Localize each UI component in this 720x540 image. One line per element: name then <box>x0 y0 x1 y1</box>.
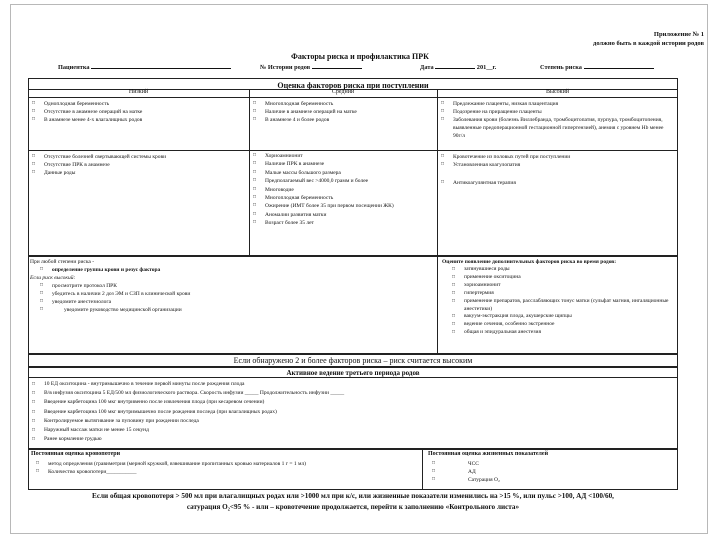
vitals-item[interactable]: □ Сатурация O₂ <box>432 476 672 484</box>
mid-b-item[interactable]: □ Аномалии развития матки <box>253 211 435 219</box>
high-risk-action[interactable]: □ уведомите анестезиолога <box>40 298 435 306</box>
third-stage-item[interactable]: □ Контролируемое вытягивание за пуповину при рождении последа <box>32 417 672 426</box>
high-a-item[interactable]: □ Подозрение на приращение плаценты <box>441 108 674 116</box>
row-divider <box>28 150 678 151</box>
mid-b-item[interactable]: □ Возраст более 35 лет <box>253 219 435 227</box>
history-label: № Истории родов <box>260 64 311 71</box>
mid-b-item[interactable]: □ Наличие ПРК в анамнезе <box>253 160 435 168</box>
history-input-line[interactable] <box>312 62 362 69</box>
risk-input-line[interactable] <box>584 62 654 69</box>
bottom-instruction <box>28 491 678 513</box>
mid-b-item[interactable]: □ Ожирение (ИМТ более 35 при первом посещении ЖК) <box>253 202 435 210</box>
intrapartum-item[interactable]: □ затянувшиеся роды <box>452 266 676 274</box>
mid-b-item[interactable]: □ Предполагаемый вес >4000,0 грамм и более <box>253 177 435 185</box>
bottom-line-2: сатурация O₂<95 % - или – кровотечение продолжается, перейти к заполнению «Контрольного листа» <box>186 503 520 511</box>
low-a-item[interactable]: □ Отсутствие в анамнезе операций на матке <box>32 108 246 116</box>
mid-a-item[interactable]: □ Наличие в анамнезе операций на матке <box>253 108 435 116</box>
blood-loss-list <box>36 460 420 476</box>
patient-field <box>58 62 231 71</box>
appendix-line-2: должно быть в каждой истории родов <box>593 40 704 47</box>
high-b-item[interactable]: □ Установленная коагулопатия <box>441 161 674 169</box>
any-risk-list <box>40 266 435 274</box>
high-risk-action[interactable]: □ просмотрите протокол ПРК <box>40 282 435 290</box>
low-risk-list-b <box>32 153 246 177</box>
blood-group-item[interactable]: □ определение группы крови и резус фактора <box>40 266 435 274</box>
high-risk-action[interactable]: □ уведомите руководство медицинской организации <box>40 306 435 314</box>
date-input-line[interactable] <box>435 62 475 69</box>
low-risk-list-a <box>32 100 246 124</box>
actions-divider <box>437 256 438 354</box>
high-risk-action[interactable]: □ убедитесь в наличии 2 доз ЭМ и СЗП в клинической крови <box>40 290 435 298</box>
high-risk-list-b <box>441 153 674 187</box>
any-risk-heading: При любой степени риска - <box>30 259 95 265</box>
high-risk-label: Если риск высокий: <box>30 275 76 281</box>
mid-b-item[interactable]: □ Хориоамнионит <box>253 152 435 160</box>
third-stage-list <box>32 380 672 444</box>
patient-input-line[interactable] <box>91 62 231 69</box>
high-b-item[interactable]: □ Кровотечение из половых путей при поступлении <box>441 153 674 161</box>
monitoring-divider <box>422 449 423 490</box>
page-title: Факторы риска и профилактика ПРК <box>291 52 429 61</box>
mid-risk-list-b <box>253 152 435 228</box>
high-a-item[interactable]: □ Заболевания крови (болезнь Виллебранда, тромбоцитопатия, пурпура, тромбоцитопения, выявленные предоперационной гестационной гипертензией), анемия с уровнем Hb менее 90г/л <box>441 116 674 140</box>
left-actions <box>30 258 434 266</box>
intrapartum-item[interactable]: □ применение окситоцина <box>452 274 676 282</box>
high-a-item[interactable]: □ Предлежание плаценты, низкая плацентация <box>441 100 674 108</box>
low-b-item[interactable]: □ Отсутствие ПРК в анамнезе <box>32 161 246 169</box>
low-b-item[interactable]: □ Отсутствие болезней свертывающей системы крови <box>32 153 246 161</box>
low-risk-header: Низкий <box>128 89 149 95</box>
third-stage-item[interactable]: □ 10 ЕД окситоцина - внутримышечно в течение первой минуты после рождения плода <box>32 380 672 389</box>
intrapartum-item[interactable]: □ применение препаратов, расслабляющих тонус матки (сульфат магния, ингаляционные анестетики) <box>452 298 676 314</box>
low-a-item[interactable]: □ Одноплодная беременность <box>32 100 246 108</box>
intrapartum-heading-wrap <box>442 258 676 266</box>
intrapartum-heading: Оцените появление дополнительных факторов риска во время родов: <box>442 259 617 265</box>
warning-text: Если обнаружено 2 и более факторов риска – риск считается высоким <box>233 356 473 365</box>
risk-field <box>540 62 654 71</box>
mid-b-item[interactable]: □ Многоплодная беременность <box>253 194 435 202</box>
mid-risk-header: Средний <box>331 89 355 95</box>
blood-loss-item[interactable]: □ Количество кровопотери___________ <box>36 468 420 476</box>
colhdr-divider <box>28 97 678 98</box>
high-risk-actions <box>40 282 435 314</box>
third-stage-item[interactable]: □ Ранее кормление грудью <box>32 435 672 444</box>
blood-loss-title: Постоянная оценка кровопотери <box>31 451 121 457</box>
third-stage-header: Активное ведение третьего периода родов <box>286 369 420 377</box>
mid-risk-list-a <box>253 100 435 124</box>
high-b-item[interactable]: □ Антикоагулянтная терапия <box>441 179 674 187</box>
mid-b-item[interactable]: □ Многоводие <box>253 186 435 194</box>
third-stage-divider <box>28 377 678 378</box>
vitals-item[interactable]: □ АД <box>432 468 672 476</box>
intrapartum-list <box>452 266 676 337</box>
appendix-line-1: Приложение № 1 <box>653 31 704 38</box>
bottom-line-1: Если общая кровопотеря > 500 мл при влагалищных родах или >1000 мл при к/с, или жизненные показатели изменились на >15 %, или пульс >100, АД <100/60, <box>92 492 614 500</box>
high-risk-list-a <box>441 100 674 140</box>
vitals-item[interactable]: □ ЧСС <box>432 460 672 468</box>
date-field <box>420 62 496 71</box>
risk-label: Степень риска <box>540 64 582 71</box>
date-year: 201__г. <box>476 64 497 71</box>
intrapartum-item[interactable]: □ хориоамнионит <box>452 282 676 290</box>
col-divider-2 <box>437 89 438 256</box>
blood-loss-item[interactable]: □ метод определения (гравиметрия (мерной кружкой, взвешивание пропитанных кровью материалов 1 г = 1 мл) <box>36 460 420 468</box>
third-stage-item[interactable]: □ Введение карбетоцина 100 мкг внутримышечно после рождения последа (при влагалищных родах) <box>32 408 672 417</box>
assessment-header: Оценка факторов риска при поступлении <box>277 81 429 90</box>
history-field <box>260 62 362 71</box>
intrapartum-item[interactable]: □ общая и эпидуральная анестезия <box>452 329 676 337</box>
appendix-note <box>593 30 704 48</box>
high-risk-header: Высокий <box>545 89 570 95</box>
high-risk-line <box>30 274 434 282</box>
date-label: Дата <box>420 64 434 71</box>
col-divider-1 <box>249 89 250 256</box>
third-stage-item[interactable]: □ В/в инфузия окситоцина 5 ЕД/500 мл физиологического раствора. Скорость инфузии _____ Продолжительность инфузии _____ <box>32 389 672 398</box>
patient-label: Пациентка <box>58 64 90 71</box>
intrapartum-item[interactable]: □ гипертермия <box>452 290 676 298</box>
low-b-item[interactable]: □ Данные роды <box>32 169 246 177</box>
intrapartum-item[interactable]: □ ведение сечения, особенно экстренное <box>452 321 676 329</box>
mid-a-item[interactable]: □ Многоплодная беременность <box>253 100 435 108</box>
vitals-list <box>432 460 672 484</box>
warning-box <box>28 354 678 367</box>
intrapartum-item[interactable]: □ вакуум-экстракция плода, акушерские щипцы <box>452 313 676 321</box>
mid-a-item[interactable]: □ В анамнезе 4 и более родов <box>253 116 435 124</box>
mid-b-item[interactable]: □ Малые массы большого размера <box>253 169 435 177</box>
third-stage-item[interactable]: □ Введение карбетоцина 100 мкг внутривенно после извлечения плода (при кесаревом сечении) <box>32 398 672 407</box>
vitals-title: Постоянная оценка жизненных показателей <box>428 451 549 457</box>
third-stage-item[interactable]: □ Наружный массаж матки не менее 15 секунд <box>32 426 672 435</box>
low-a-item[interactable]: □ В анамнезе менее 4-х влагалищных родов <box>32 116 246 124</box>
